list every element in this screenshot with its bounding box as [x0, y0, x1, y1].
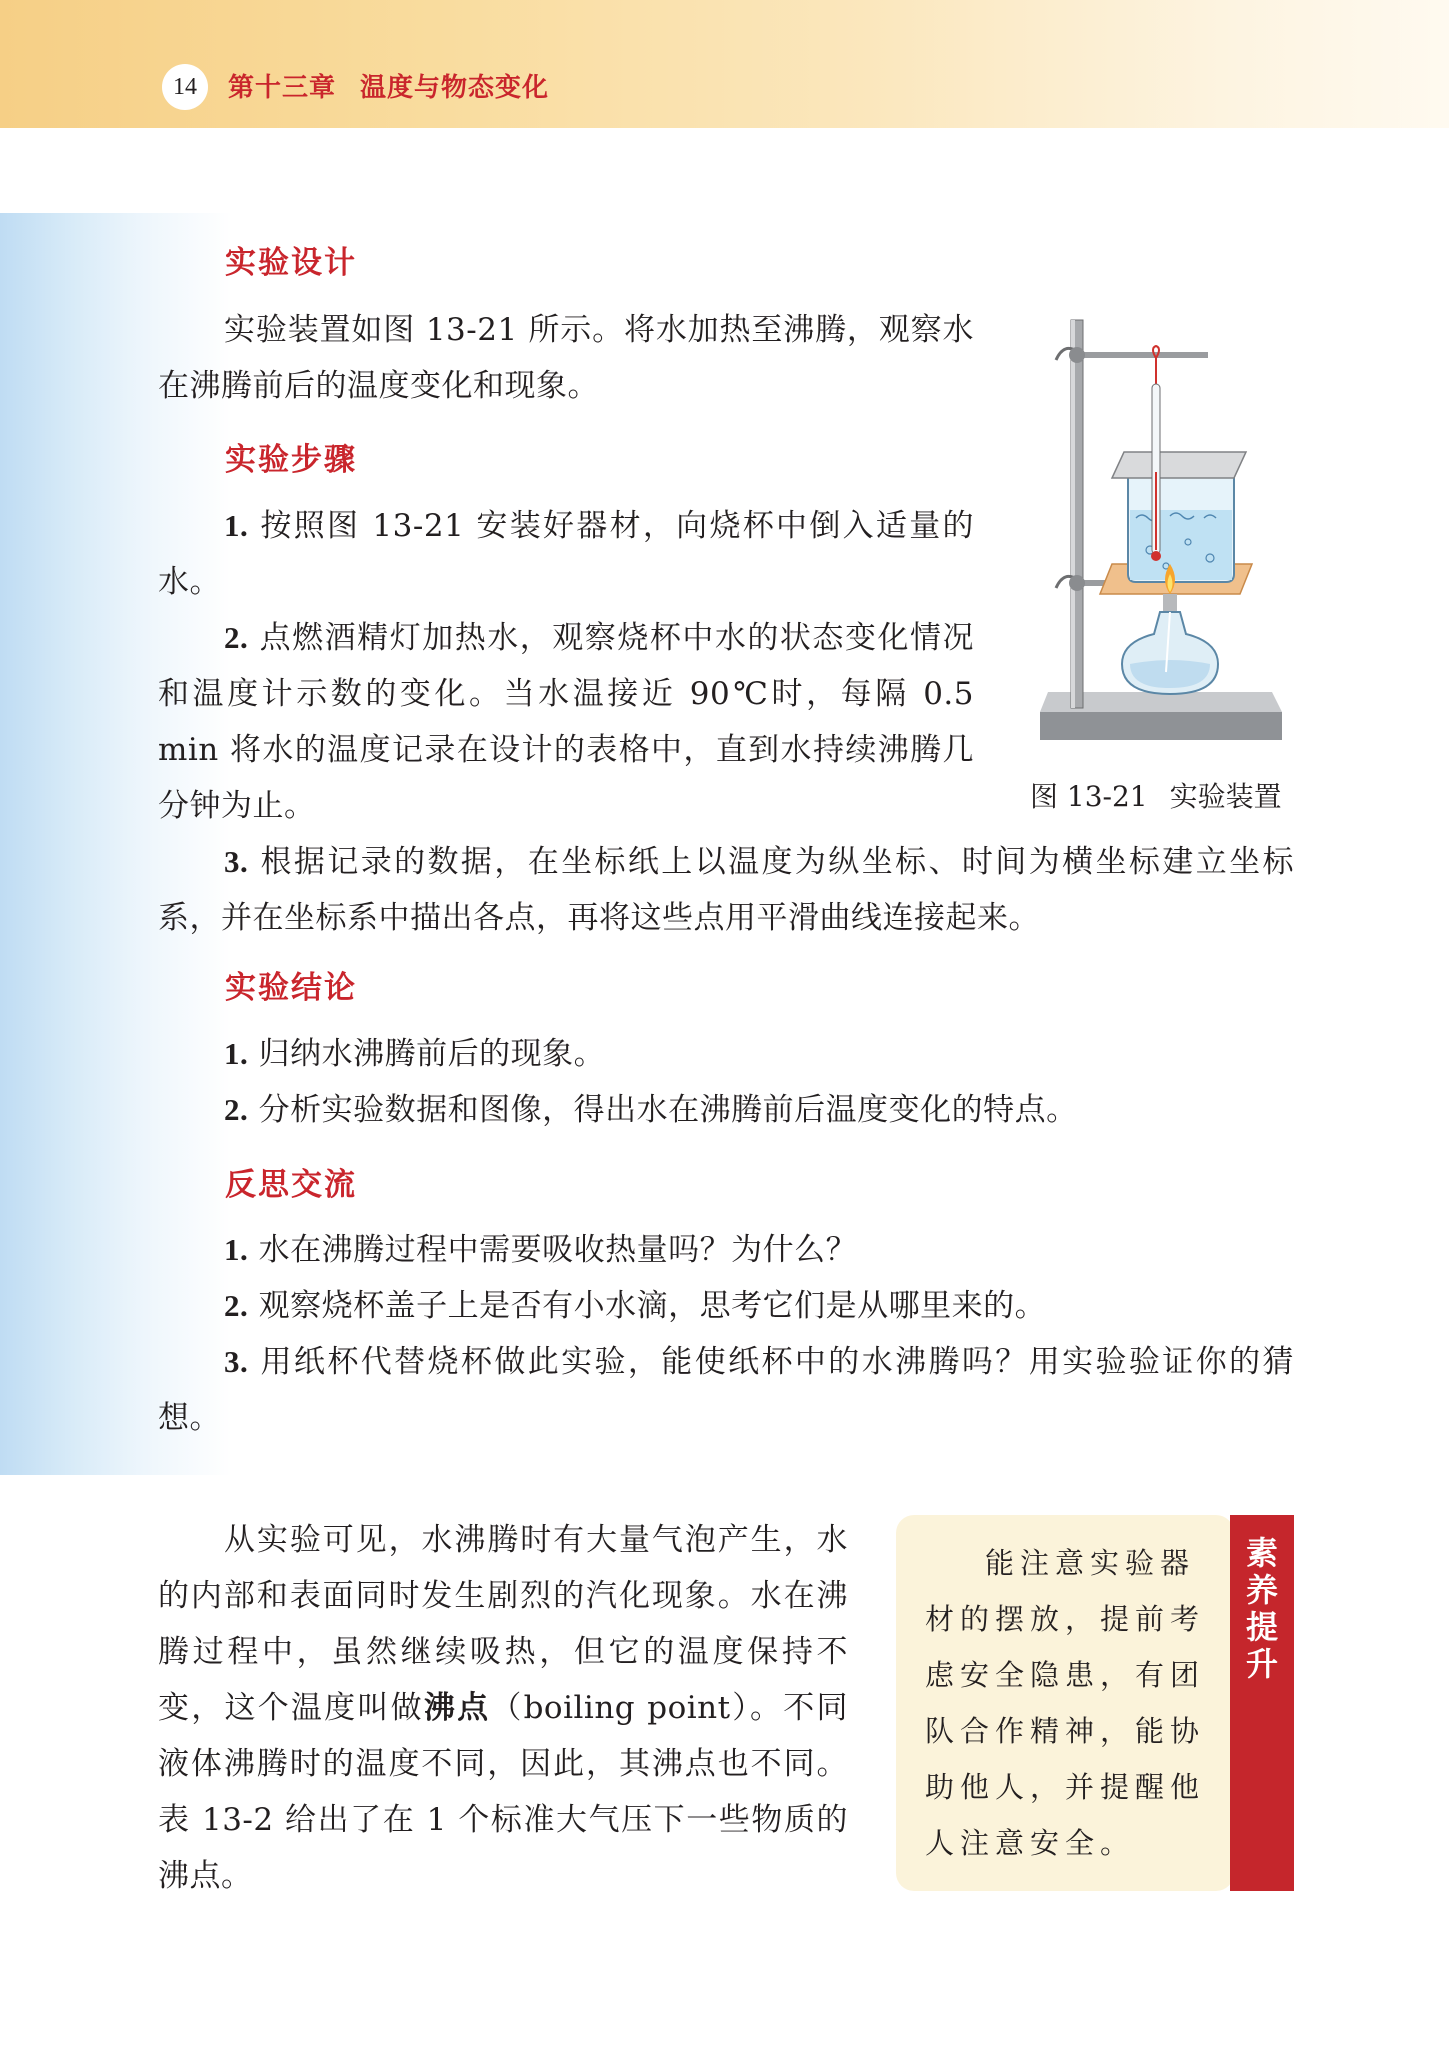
step-number: 2. [224, 620, 249, 655]
step-number: 1. [224, 508, 249, 543]
thermometer-liquid [1155, 472, 1157, 550]
experiment-apparatus-figure [1020, 312, 1290, 762]
body-text-part2: （boiling point）。不同液体沸腾时的温度不同，因此，其沸点也不同。表 13-2 给出了在 1 个标准大气压下一些物质的沸点。 [158, 1690, 849, 1894]
page-number: 14 [162, 64, 208, 110]
competency-text: 能注意实验器材的摆放，提前考虑安全隐患，有团队合作精神，能协助他人，并提醒他人注意安全。 [925, 1546, 1206, 1860]
competency-tag-label: 素养提升 [1245, 1534, 1278, 1683]
clamp-arm [1078, 352, 1208, 358]
clamp-boss [1069, 347, 1085, 363]
figure-label: 图 13-21 [1030, 780, 1148, 813]
conclusion-text: 分析实验数据和图像，得出水在沸腾前后温度变化的特点。 [258, 1092, 1078, 1128]
heading-steps: 实验步骤 [225, 442, 357, 478]
page-header [0, 0, 1449, 128]
figure-caption [1030, 775, 1282, 815]
step-item [158, 610, 974, 834]
reflection-number: 2. [224, 1288, 249, 1323]
ring-clamp-boss [1069, 575, 1085, 591]
chapter-title: 温度与物态变化 [360, 73, 550, 103]
conclusion-text: 归纳水沸腾前后的现象。 [258, 1036, 606, 1072]
heading-reflection: 反思交流 [225, 1167, 357, 1203]
chapter-number: 第十三章 [228, 73, 337, 103]
figure-title: 实验装置 [1169, 780, 1282, 813]
reflection-text: 水在沸腾过程中需要吸收热量吗？为什么？ [258, 1232, 858, 1268]
step-item [158, 498, 974, 610]
step-text: 按照图 13-21 安装好器材，向烧杯中倒入适量的水。 [158, 508, 975, 600]
reflection-item [158, 1334, 1294, 1446]
heading-design: 实验设计 [225, 245, 357, 281]
step-text: 根据记录的数据，在坐标纸上以温度为纵坐标、时间为横坐标建立坐标系，并在坐标系中描出各点，再将这些点用平滑曲线连接起来。 [158, 844, 1295, 936]
chapter-heading [228, 67, 549, 104]
reflection-text: 观察烧杯盖子上是否有小水滴，思考它们是从哪里来的。 [258, 1288, 1047, 1324]
reflection-number: 3. [224, 1344, 249, 1379]
thermometer-bulb [1151, 551, 1161, 561]
conclusion-number: 1. [224, 1036, 249, 1071]
conclusion-item [158, 1026, 1294, 1082]
conclusion-item [158, 1082, 1294, 1138]
term-boiling-point: 沸点 [423, 1690, 491, 1726]
heading-conclusion: 实验结论 [225, 970, 357, 1006]
stand-rod-highlight [1071, 320, 1075, 708]
step-number: 3. [224, 844, 249, 879]
reflection-number: 1. [224, 1232, 249, 1267]
reflection-item [158, 1222, 1294, 1278]
beaker-lid [1112, 452, 1246, 478]
body-text-part1: 从实验可见，水沸腾时有大量气泡产生，水的内部和表面同时发生剧烈的汽化现象。水在沸腾过程中，虽然继续吸热，但它的温度保持不变，这个温度叫做 [158, 1522, 848, 1726]
step-item [158, 834, 1294, 946]
lamp-wick-holder [1163, 594, 1177, 612]
reflection-item [158, 1278, 1294, 1334]
conclusion-number: 2. [224, 1092, 249, 1127]
design-paragraph: 实验装置如图 13-21 所示。将水加热至沸腾，观察水在沸腾前后的温度变化和现象。 [158, 312, 974, 404]
stand-base-front [1040, 712, 1282, 740]
beaker-water [1130, 510, 1232, 580]
boiling-point-paragraph [158, 1512, 848, 1904]
reflection-text: 用纸杯代替烧杯做此实验，能使纸杯中的水沸腾吗？用实验验证你的猜想。 [158, 1344, 1295, 1436]
step-text: 点燃酒精灯加热水，观察烧杯中水的状态变化情况和温度计示数的变化。当水温接近 90℃时，每隔 0.5 min 将水的温度记录在设计的表格中，直到水持续沸腾几分钟为止。 [158, 620, 974, 824]
